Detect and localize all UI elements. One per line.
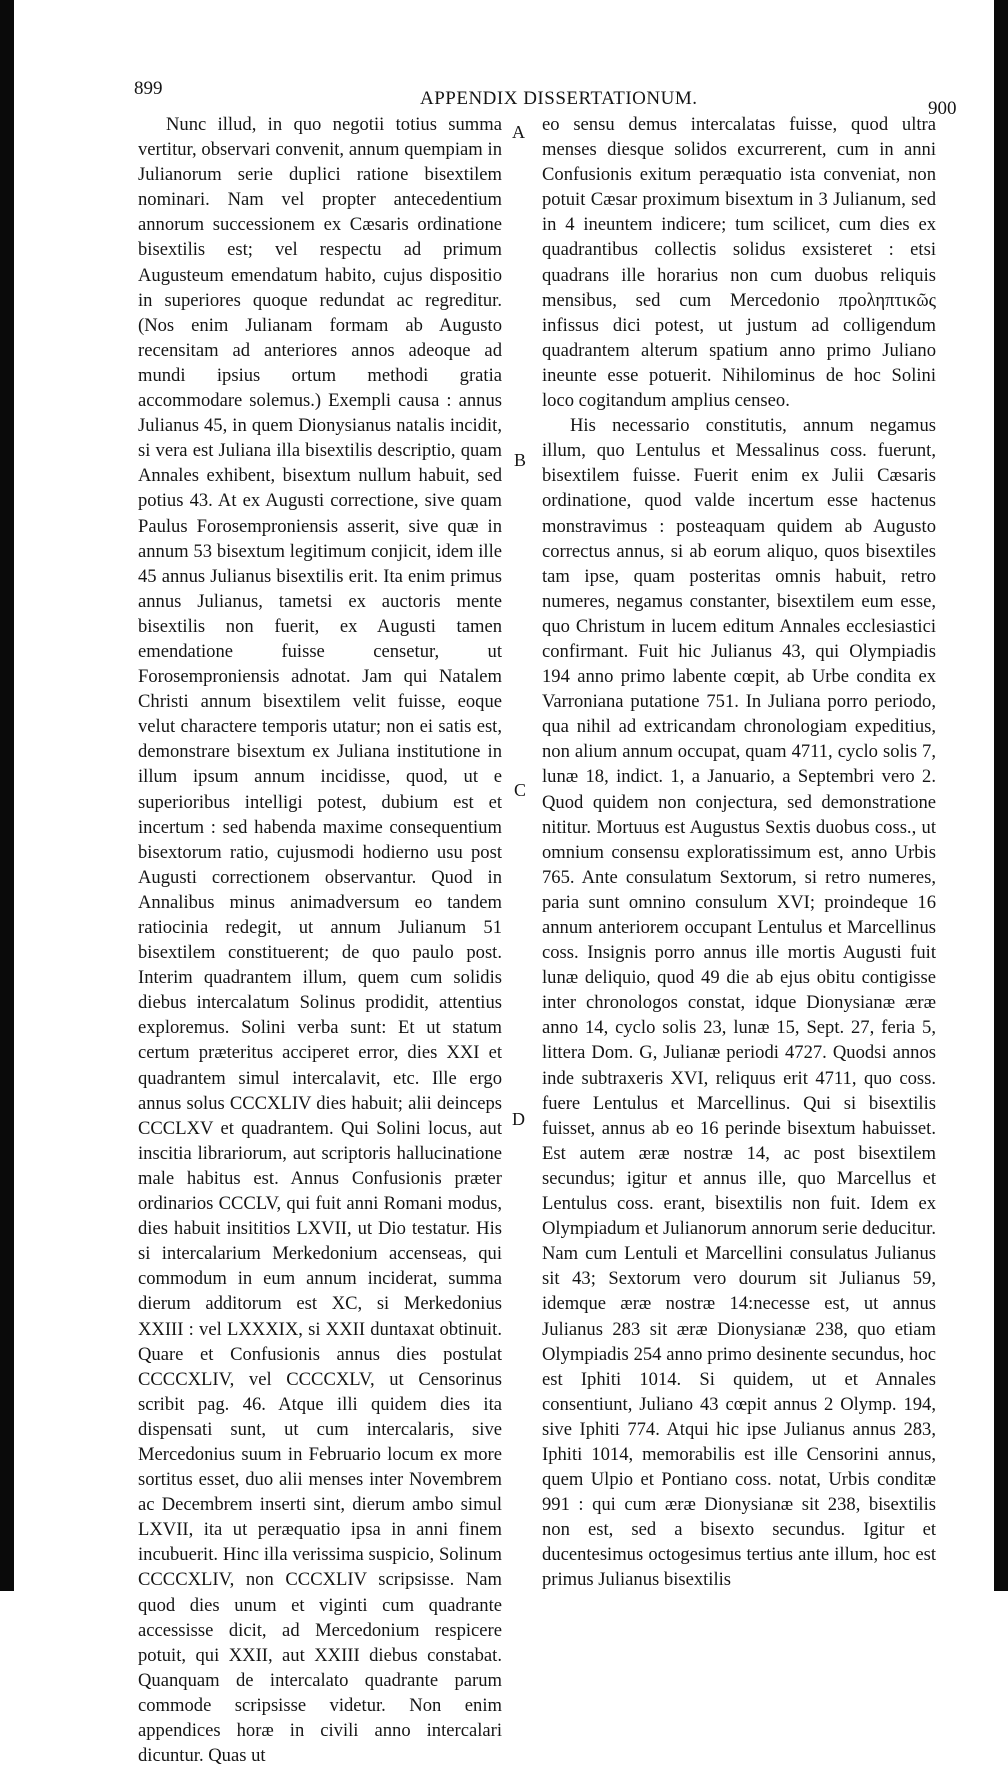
margin-letter-c: C (514, 780, 527, 800)
scan-edge-left (0, 0, 14, 1591)
page-number-left: 899 (134, 78, 163, 99)
scan-edge-right (994, 0, 1008, 1591)
right-paragraph-2: His necessario constitutis, annum negamus illum, quo Lentulus et Messalinus coss. fuerunt, bisextilem fuisse. Fuerit enim ex Julii Cæsaris ordinatione, quod valde incertum esse hactenus monstravimus : posteaquam quidem ab Augusto correctus annus, si ab eorum aliquo, quos bisextiles tam ipse, quam posteritas omnis habuit, retro numeres, negamus constanter, bisextilem eum esse, quo Christum in lucem editum Annales ecclesiastici confirmant. Fuit hic Julianus 43, qui Olympiadis 194 anno primo labente cœpit, ab Urbe condita ex Varroniana putatione 751. In Juliana porro periodo, qua nihil ad extricandam chronologiam expeditius, non alium annum occupat, quam 4711, cyclo solis 7, lunæ 18, indict. 1, a Januario, a Septembri vero 2. Quod quidem non conjectura, sed demonstratione nititur. Mortuus est Augustus Sextis duobus coss., ut omnium consensu exploratissimum est, anno Urbis 765. Ante consulatum Sextorum, si retro numeres, paria sunt omnino consulum XVI; proindeque 16 annum anteriorem occupant Lentulus et Marcellinus coss. Insignis porro annus ille mortis Augusti fuit lunæ deliquio, quod 49 die ab ejus obitu contigisse inter chronologos constat, idque Dionysianæ æræ anno 14, cyclo solis 23, lunæ 15, Sept. 27, feria 5, littera Dom. G, Julianæ periodi 4727. Quodsi annos inde subtraxeris XVI, reliquus erit 4711, quo coss. fuere Lentulus et Marcellinus. Qui si bisextilis fuisset, annus ab eo 16 perinde bisextum habuisset. Est autem æræ nostræ 14, ac post bisextilem secundus; igitur et annus ille, quo Marcellus et Lentulus coss. erant, bisextilis non fuit. Idem ex Olympiadum et Julianorum annorum serie deducitur. Nam cum Lentuli et Marcellini consulatus Julianus sit 43; Sextorum vero dourum sit Julianus 59, idemque æræ nostræ 14:necesse est, ut annus Julianus 283 sit æræ Dionysianæ 238, quo etiam Olympiadis 254 anno primo desinente secundus, hoc est Iphiti 1014. Si quidem, ut et Annales consentiunt, Juliano 43 cœpit annus 2 Olymp. 194, sive Iphiti 774. Atqui hic ipse Julianus annus 283, Iphiti 1014, memorabilis est ille Censorini annus, quem Ulpio et Pontiano coss. notat, Urbis conditæ 991 : qui cum æræ Dionysianæ sit 238, bisextilis non est, sed a bisexto secundus. Igitur et ducentesimus octogesimus tertius ante illum, hoc est primus Julianus bisextilis (542, 415, 936, 1591)
right-column (542, 112, 936, 1591)
margin-letter-b: B (514, 450, 527, 470)
margin-letter-d: D (512, 1109, 525, 1129)
left-paragraph-1: Nunc illud, in quo negotii totius summa vertitur, observari convenit, annum quempiam in Julianorum serie duplici ratione bisextilem nominari. Nam vel propter antecedentium annorum successionem ex Cæsaris ordinatione bisextilis est; vel respectu ad primum Augusteum emendatum habito, cujus dispositio in superiores quoque redundat ac regreditur. (Nos enim Julianam formam ab Augusto recensitam ad anteriores annos adeoque ad mundi ipsius ortum methodi gratia accommodare solemus.) Exempli causa : annus Julianus 45, in quem Dionysianus natalis incidit, si vera est Juliana illa bisextilis descriptio, quam Annales exhibent, bisextum nullum habuit, sed potius 43. At ex Augusti correctione, sive quam Paulus Forosemproniensis asserit, sive quæ in annum 53 bisextum legitimum conjicit, idem ille 45 annus Julianus bisextilis erit. Ita enim primus annus Julianus, tametsi ex auctoris mente bisextilis non fuerit, ex Augusti tamen emendatione fuisse censetur, ut Forosemproniensis adnotat. Jam qui Natalem Christi annum bisextilem velit fuisse, eoque velut charactere temporis utatur; non ei satis est, demonstrare bisextum ex Juliana institutione in illum ipsum annum incidisse, quod, ut e superioribus intelligi potest, dubium est et incertum : sed habenda maxime consequentium bisextorum ratio, cujusmodi hodierno usu post Augusti correctionem observantur. Quod in Annalibus minus animadversum eo tandem ratiocinia redegit, ut annum Julianum 51 bisextilem constituerent; de quo paulo post. Interim quadrantem illum, quem cum solidis diebus intercalatum Solinus prodidit, attentius exploremus. Solini verba sunt: Et ut statum certum præteritus acciperet error, dies XXI et quadrantem simul intercalavit, etc. Ille ergo annus solus CCCXLIV dies habuit; alii deinceps CCCLXV et quadrantem. Qui Solini locus, aut inscitia librariorum, aut scriptoris hallucinatione male habitus est. Annus Confusionis præter ordinarios CCCLV, qui fuit anni Romani modus, dies habuit insititios LXVII, ut Dio testatur. His si intercalarium Merkedonium accenseas, qui commodum in eum annum inciderat, summa dierum additorum est XC, si Merkedonius XXIII : vel LXXXIX, si XXII duntaxat obtinuit. Quare et Confusionis annus dies postulat CCCCXLIV, vel CCCCXLV, ut Censorinus scribit pag. 46. Atque illi quidem dies ita dispensati sunt, ut cum intercalaris, sive Mercedonius suum in Februario locum ex more sortitus esset, duo alii menses inter Novembrem ac Decembrem inserti sint, dierum ambo simul LXVII, ita ut peræquatio ipsa in anni finem incubuerit. Hinc illa verissima suspicio, Solinum CCCCXLIV, non CCCXLIV scripsisse. Nam quod dies unum et viginti cum quadrante accessisse dicit, ad Mercedonium respicere potuit, qui XXII, aut XXIII diebus constabat. Quanquam de intercalato quadrante parum commode scripsisse videtur. Non enim appendices horæ in civili anno intercalari dicuntur. Quas ut (138, 114, 502, 1767)
page-number-right: 900 (928, 98, 957, 119)
left-column (138, 112, 502, 1767)
right-paragraph-1: eo sensu demus intercalatas fuisse, quod ultra menses diesque solidos excurrerent, cum in anni Confusionis exitum peræquatio ista conveniat, non potuit Cæsar proximum bisextum in 3 Julianum, sed in 4 ineuntem indicere; tum scilicet, cum dies ex quadrantibus collectis solidus exsisteret : etsi quadrans ille horarius non cum duobus reliquis mensibus, sed cum Mercedonio προληπτικῶς infissus dici potest, ut justum ad colligendum quadrantem alterum spatium anno primo Juliano ineunte esse potuerit. Nihilominus de hoc Solini loco cogitandum amplius censeo. (542, 114, 936, 412)
running-title: APPENDIX DISSERTATIONUM. (420, 88, 698, 109)
margin-letter-a: A (512, 122, 525, 142)
